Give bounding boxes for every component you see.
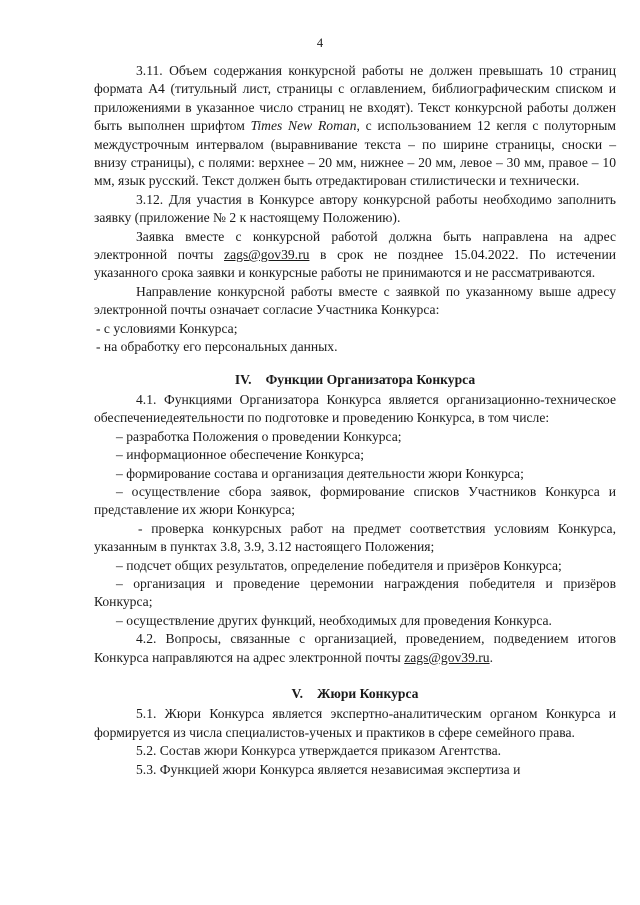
section-number: V.: [291, 686, 304, 701]
list-item: – формирование состава и организация деятельности жюри Конкурса;: [116, 465, 524, 481]
paragraph-5-1: 5.1. Жюри Конкурса является экспертно-аналитическим органом Конкурса и формируется из числа специалистов-ученых и практиков в сфере семейного права.: [94, 706, 616, 740]
list-item: – подсчет общих результатов, определение победителя и призёров Конкурса;: [116, 557, 562, 573]
list-item: – осуществление сбора заявок, формирование списков Участников Конкурса и представление их жюри Конкурса;: [94, 483, 616, 518]
list-item: – организация и проведение церемонии награждения победителя и призёров Конкурса;: [94, 575, 616, 610]
consent-item: - на обработку его персональных данных.: [96, 339, 338, 355]
paragraph-3-11-text-a: 3.11. Объем содержания конкурсной работы не должен превышать 10 страниц формата А4 (титульный лист, страницы с оглавлением, библиографическим списком и приложениями в указанное число страниц не входят). Текст конкурсной работы должен быть выполнен шрифтом: [94, 63, 616, 134]
section-title: Жюри Конкурса: [317, 686, 419, 701]
paragraph-4-1: 4.1. Функциями Организатора Конкурса является организационно-техническое обеспечениедеятельности по подготовке и проведению Конкурса, в том числе:: [94, 391, 616, 426]
application-text-b: в срок не позднее 15.04.2022. По истечении указанного срока заявки и конкурсные работы не принимаются и не рассматриваются.: [94, 247, 616, 281]
paragraph-5-3: 5.3. Функцией жюри Конкурса является независимая экспертиза и: [136, 761, 521, 777]
list-item: – осуществление других функций, необходимых для проведения Конкурса.: [116, 612, 552, 628]
email-link[interactable]: zags@gov39.ru: [224, 247, 310, 263]
section-title: Функции Организатора Конкурса: [265, 371, 476, 387]
list-item: – разработка Положения о проведении Конкурса;: [116, 428, 402, 444]
page-number: 4: [316, 36, 324, 50]
section-heading-v: [94, 685, 616, 703]
application-text-a: Заявка вместе с конкурсной работой должна быть направлена на адрес электронной почты: [94, 228, 616, 263]
paragraph-consent: Направление конкурсной работы вместе с заявкой по указанному выше адресу электронной почты означает согласие Участника Конкурса:: [94, 283, 616, 318]
section-heading-iv: [94, 371, 616, 389]
paragraph-4-2-text-b: .: [489, 649, 494, 665]
paragraph-application: [94, 228, 616, 283]
paragraph-3-11: [94, 62, 616, 191]
paragraph-5-2: 5.2. Состав жюри Конкурса утверждается приказом Агентства.: [136, 743, 502, 759]
paragraph-3-12: 3.12. Для участия в Конкурсе автору конкурсной работы необходимо заполнить заявку (приложение № 2 к настоящему Положению).: [94, 191, 616, 226]
font-name-text: Times New Roman: [250, 118, 357, 134]
paragraph-4-2: [94, 630, 616, 667]
list-item: – информационное обеспечение Конкурса;: [116, 447, 365, 463]
paragraph-4-2-text-a: 4.2. Вопросы, связанные с организацией, проведением, подведением итогов Конкурса направляются на адрес электронной почты: [94, 631, 616, 665]
consent-item: - с условиями Конкурса;: [96, 320, 238, 336]
list-item: - проверка конкурсных работ на предмет соответствия условиям Конкурса, указанным в пунктах 3.8, 3.9, 3.12 настоящего Положения;: [94, 520, 616, 555]
section-number: IV.: [234, 371, 252, 387]
email-link[interactable]: zags@gov39.ru: [404, 649, 490, 665]
document-body: [94, 62, 616, 779]
paragraph-3-11-text-b: , с использованием 12 кегля с полуторным междустрочным интервалом (выравнивание текста – по ширине страницы, сноски – внизу страницы), с полями: верхнее – 20 мм, нижнее – 20 мм, левое – 30 мм, правое – 10 мм, язык русский. Текст должен быть отредактирован стилистически и технически.: [94, 118, 616, 189]
